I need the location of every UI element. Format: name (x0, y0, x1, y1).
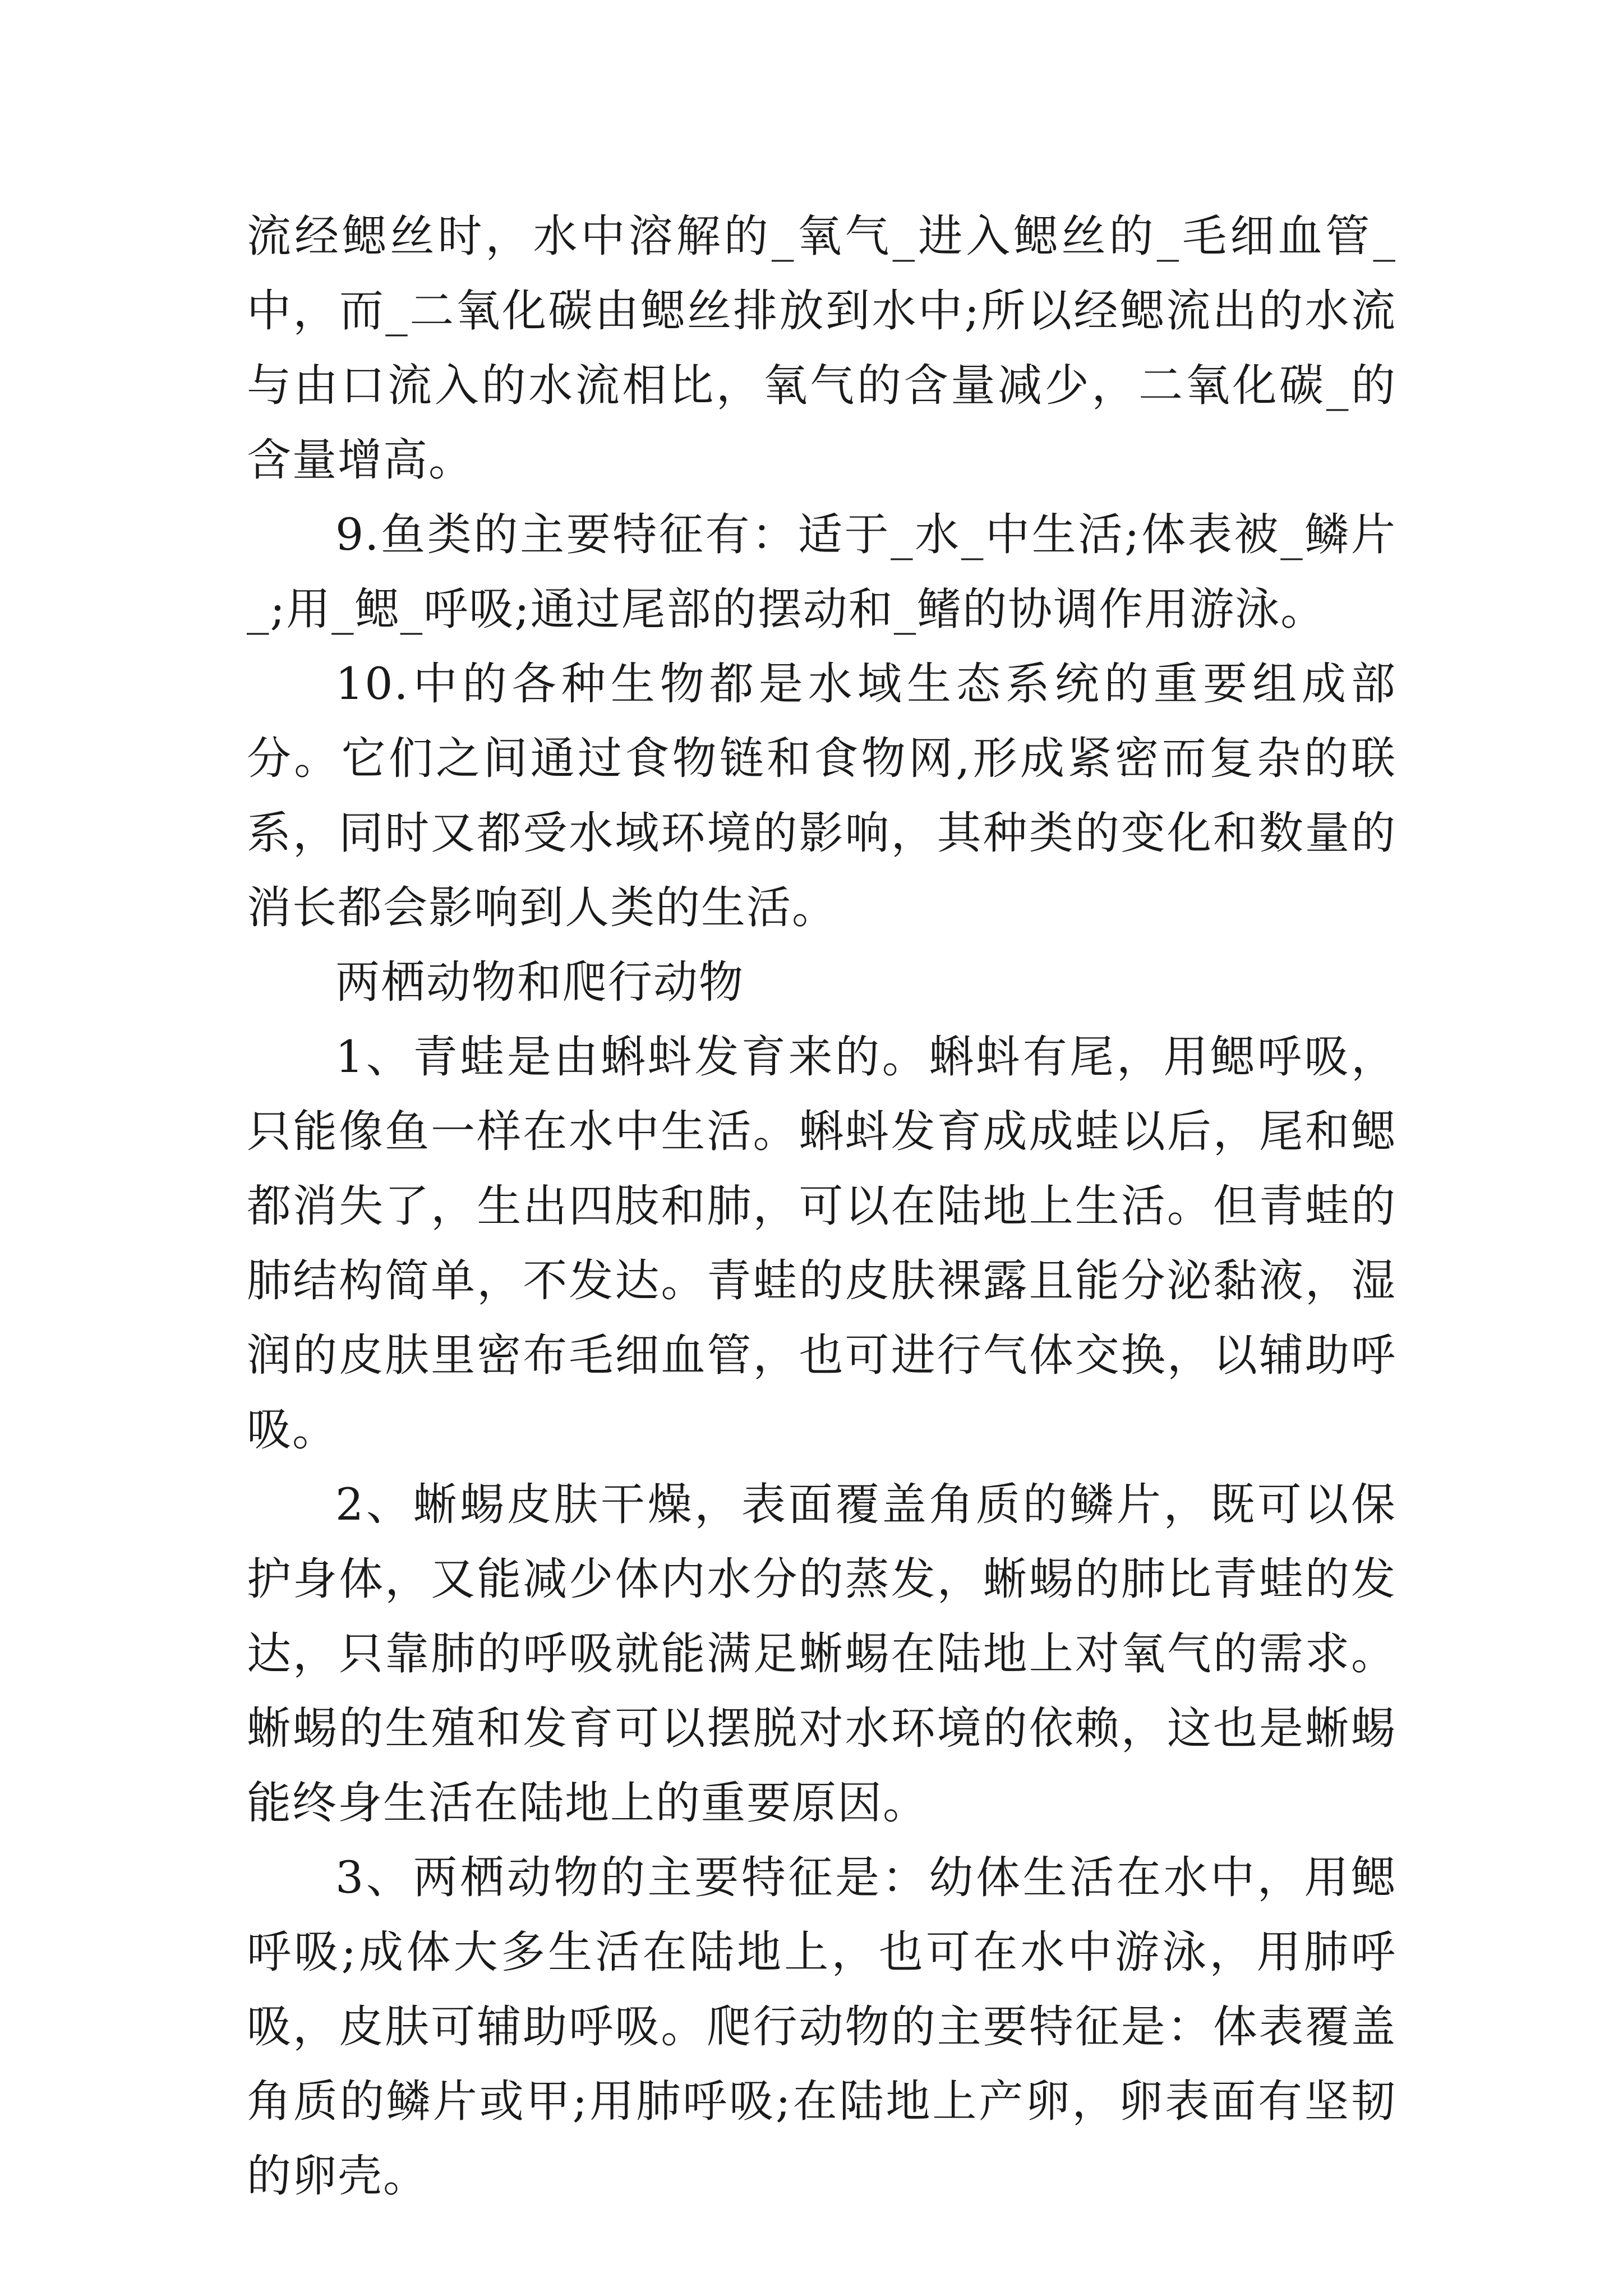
paragraph-frog-development: 1、青蛙是由蝌蚪发育来的。蝌蚪有尾，用鳃呼吸，只能像鱼一样在水中生活。蝌蚪发育成成蛙以后，尾和鳃都消失了，生出四肢和肺，可以在陆地上生活。但青蛙的肺结构简单，不发达。青蛙的皮肤裸露且能分泌黏液，湿润的皮肤里密布毛细血管，也可进行气体交换，以辅助呼吸。 (247, 1031, 1396, 1456)
paragraph-aquatic-ecosystem: 10.中的各种生物都是水域生态系统的重要组成部分。它们之间通过食物链和食物网,形成紧密而复杂的联系，同时又都受水域环境的影响，其种类的变化和数量的消长都会影响到人类的生活。 (247, 658, 1396, 933)
paragraph-lizard-skin: 2、蜥蜴皮肤干燥，表面覆盖角质的鳞片，既可以保护身体，又能减少体内水分的蒸发，蜥蜴的肺比青蛙的发达，只靠肺的呼吸就能满足蜥蜴在陆地上对氧气的需求。蜥蜴的生殖和发育可以摆脱对水环境的依赖，这也是蜥蜴能终身生活在陆地上的重要原因。 (247, 1479, 1396, 1829)
paragraph-main-features: 3、两栖动物的主要特征是：幼体生活在水中，用鳃呼吸;成体大多生活在陆地上，也可在水中游泳，用肺呼吸，皮肤可辅助呼吸。爬行动物的主要特征是：体表覆盖角质的鳞片或甲;用肺呼吸;在陆地上产卵，卵表面有坚韧的卵壳。 (247, 1852, 1396, 2202)
paragraph-gill-exchange: 流经鳃丝时，水中溶解的_氧气_进入鳃丝的_毛细血管_中，而_二氧化碳由鳃丝排放到水中;所以经鳃流出的水流与由口流入的水流相比，氧气的含量减少，二氧化碳_的含量增高。 (247, 210, 1396, 486)
paragraph-fish-features: 9.鱼类的主要特征有：适于_水_中生活;体表被_鳞片_;用_鳃_呼吸;通过尾部的摆动和_鳍的协调作用游泳。 (247, 509, 1396, 635)
document-body (247, 199, 1396, 2214)
section-heading-amphibians-reptiles: 两栖动物和爬行动物 (335, 956, 744, 1008)
